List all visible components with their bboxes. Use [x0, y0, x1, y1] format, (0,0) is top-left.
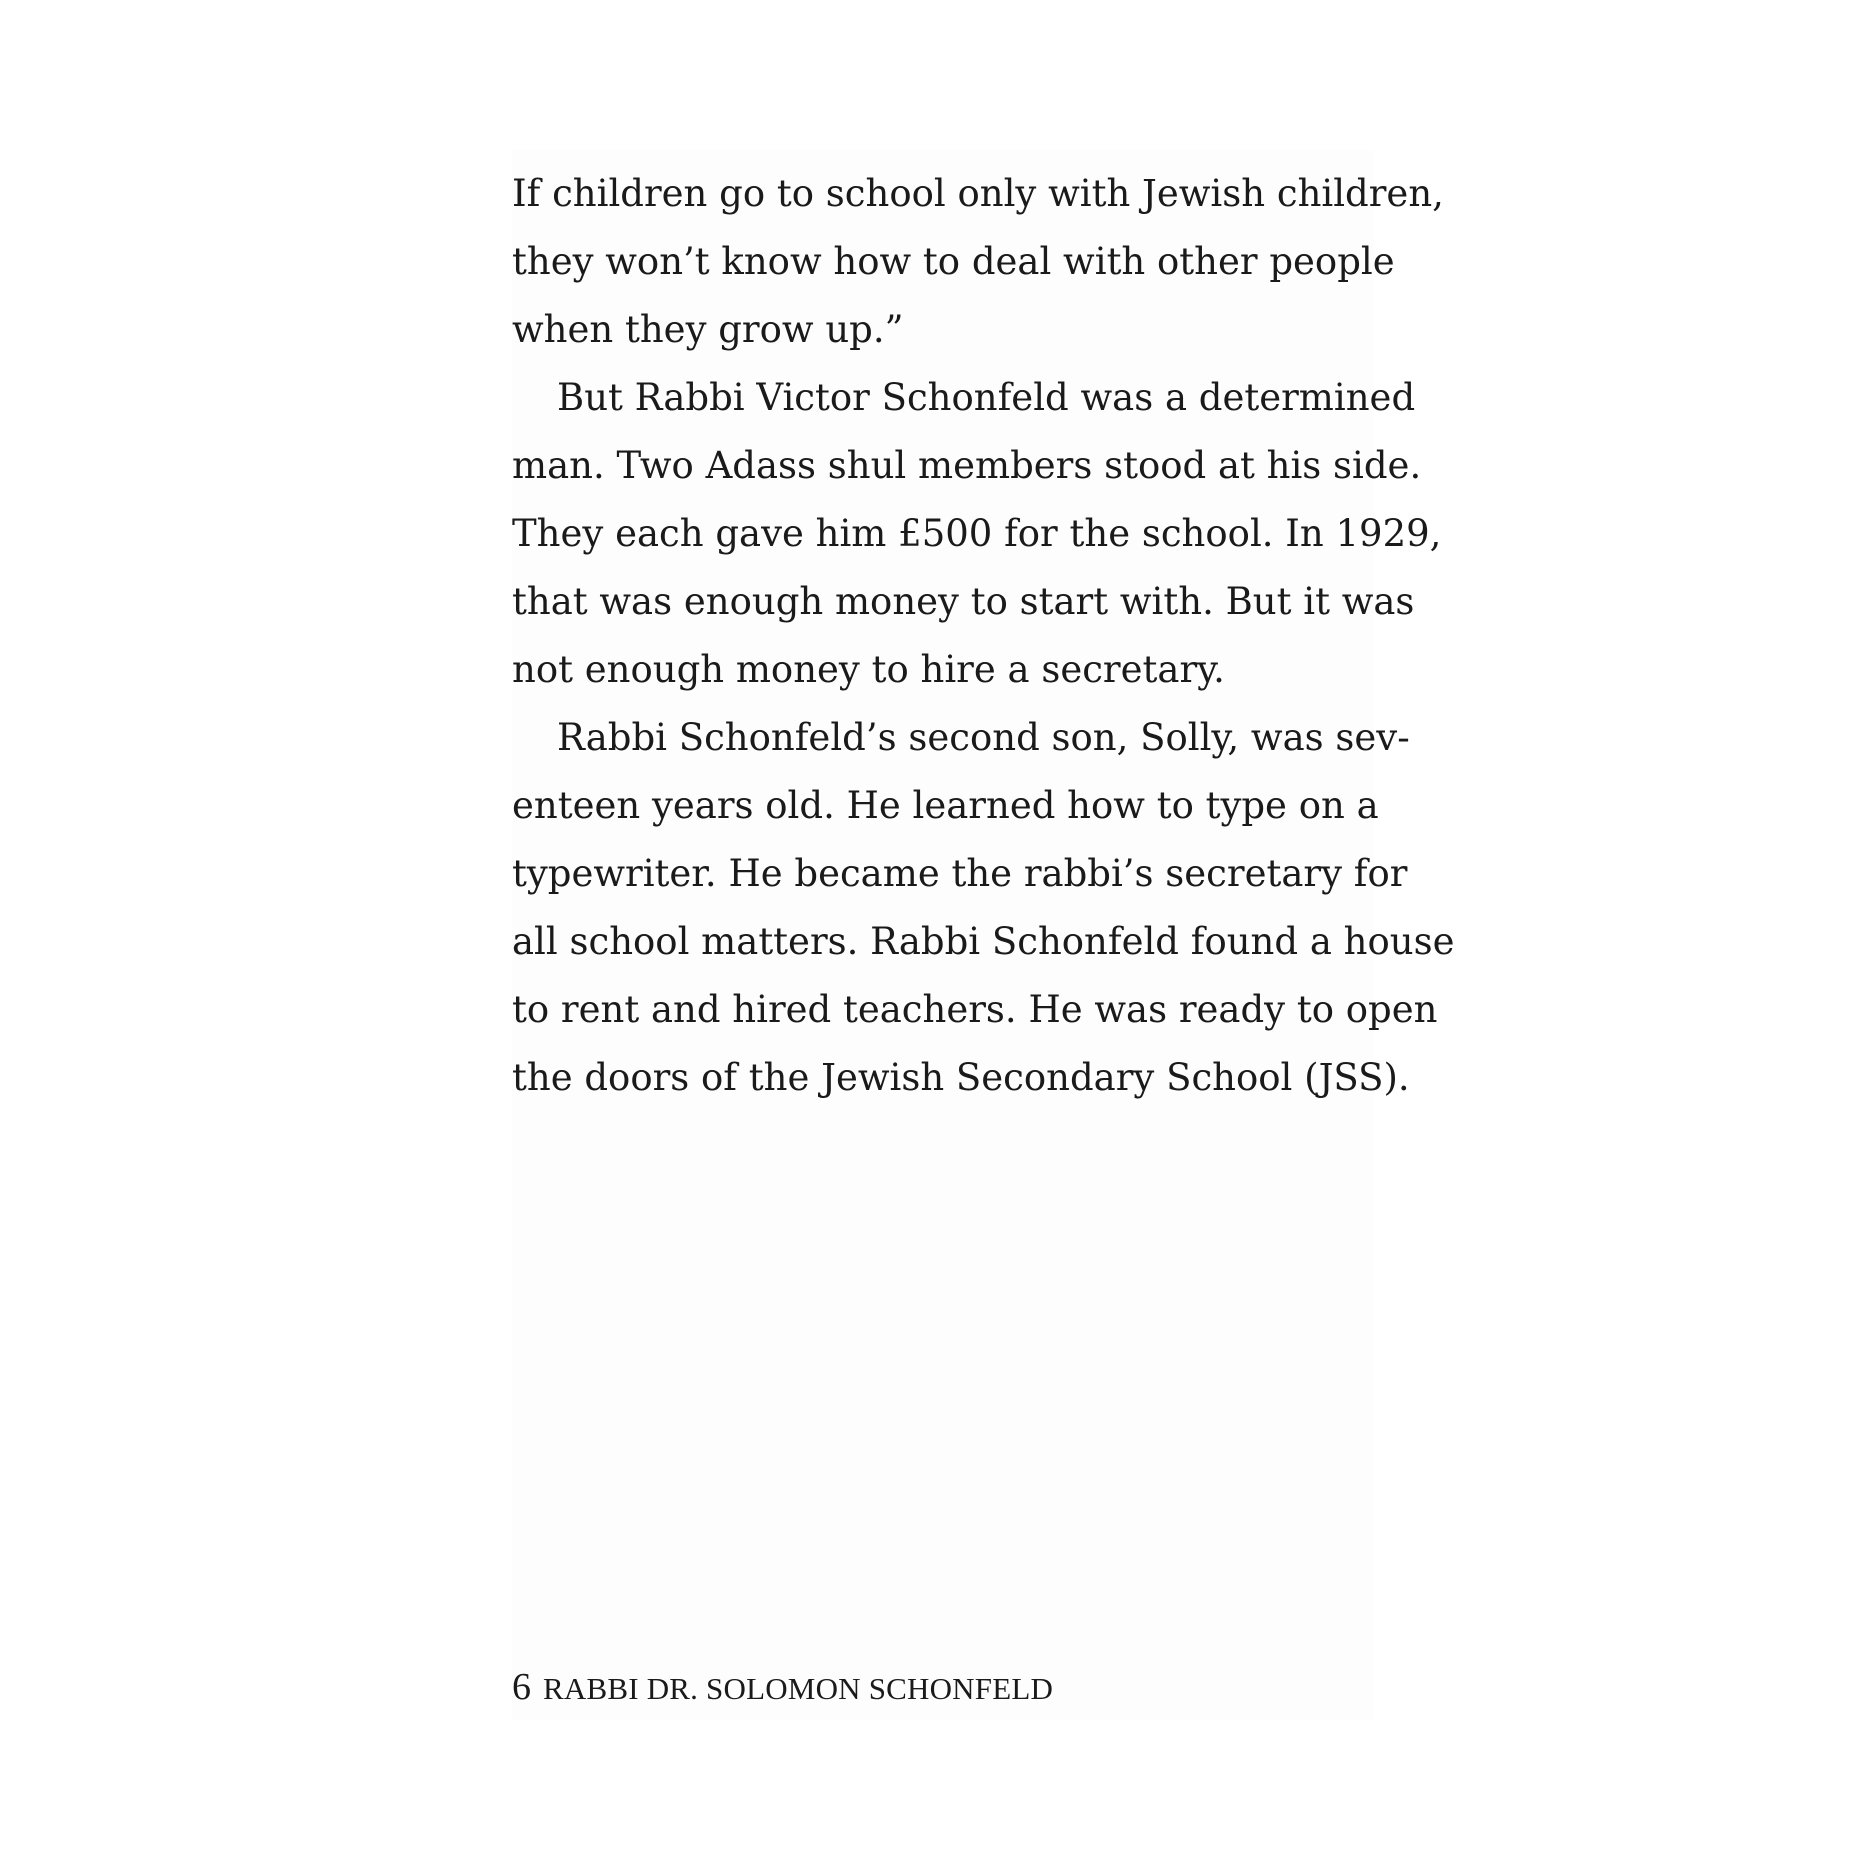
- running-title: RABBI DR. SOLOMON SCHONFELD: [543, 1671, 1054, 1706]
- text-line: If children go to school only with Jewish children,: [512, 172, 1444, 215]
- paragraph-first-line: Rabbi Schonfeld’s second son, Solly, was sev-: [557, 716, 1410, 759]
- page-footer: [512, 1665, 1053, 1709]
- text-line: all school matters. Rabbi Schonfeld found a house: [512, 920, 1455, 963]
- text-line: they won’t know how to deal with other people: [512, 240, 1395, 283]
- text-line: typewriter. He became the rabbi’s secretary for: [512, 852, 1408, 895]
- text-line: to rent and hired teachers. He was ready to open: [512, 988, 1438, 1031]
- text-line: that was enough money to start with. But it was: [512, 580, 1415, 623]
- text-line: man. Two Adass shul members stood at his side.: [512, 444, 1422, 487]
- text-line: the doors of the Jewish Secondary School (JSS).: [512, 1056, 1410, 1099]
- paragraph-first-line: But Rabbi Victor Schonfeld was a determined: [557, 376, 1416, 419]
- text-line: enteen years old. He learned how to type on a: [512, 784, 1379, 827]
- text-line: They each gave him £500 for the school. In 1929,: [512, 512, 1442, 555]
- page-number: 6: [512, 1666, 531, 1708]
- text-line: not enough money to hire a secretary.: [512, 648, 1225, 691]
- text-line: when they grow up.”: [512, 308, 904, 351]
- body-text: [512, 160, 1455, 1112]
